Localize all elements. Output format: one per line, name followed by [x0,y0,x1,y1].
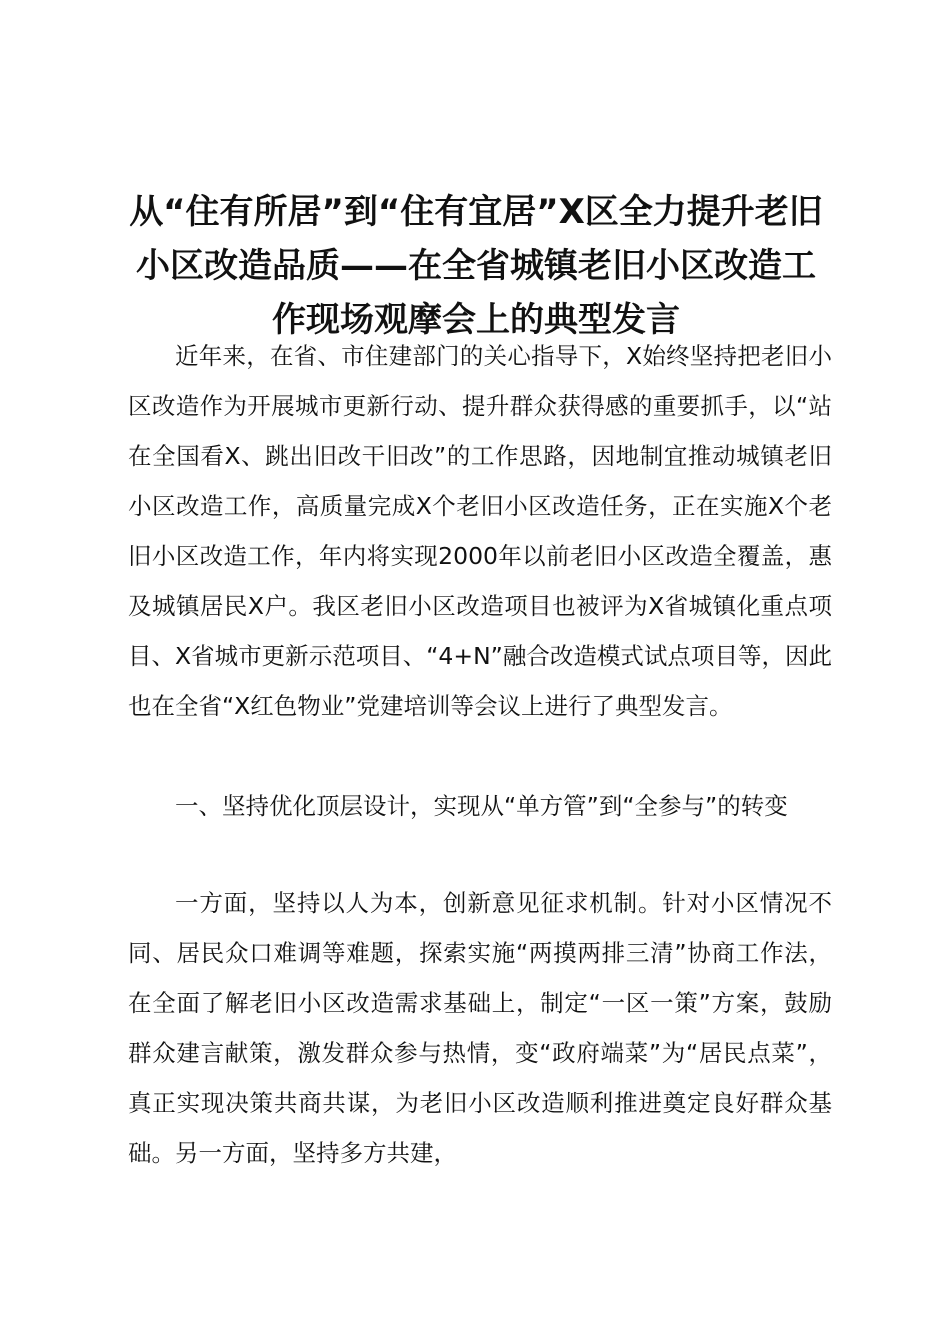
paragraph-intro: 近年来，在省、市住建部门的关心指导下，X始终坚持把老旧小区改造作为开展城市更新行动、提升群众获得感的重要抓手，以“站在全国看X、跳出旧改干旧改”的工作思路，因地制宜推动城镇老旧小区改造工作，高质量完成X个老旧小区改造任务，正在实施X个老旧小区改造工作，年内将实现2000年以前老旧小区改造全覆盖，惠及城镇居民X户。我区老旧小区改造项目也被评为X省城镇化重点项目、X省城市更新示范项目、“4+N”融合改造模式试点项目等，因此也在全省“X红色物业”党建培训等会议上进行了典型发言。 [128,342,832,720]
document-title: 从“住有所居”到“住有宜居”X区全力提升老旧小区改造品质——在全省城镇老旧小区改造工作现场观摩会上的典型发言 [129,192,823,340]
paragraph-section-1: 一方面，坚持以人为本，创新意见征求机制。针对小区情况不同、居民众口难调等难题，探索实施“两摸两排三清”协商工作法，在全面了解老旧小区改造需求基础上，制定“一区一策”方案，鼓励群众建言献策，激发群众参与热情，变“政府端菜”为“居民点菜”，真正实现决策共商共谋，为老旧小区改造顺利推进奠定良好群众基础。另一方面，坚持多方共建， [128,889,832,1167]
section-heading-1: 一、坚持优化顶层设计，实现从“单方管”到“全参与”的转变 [175,792,788,820]
